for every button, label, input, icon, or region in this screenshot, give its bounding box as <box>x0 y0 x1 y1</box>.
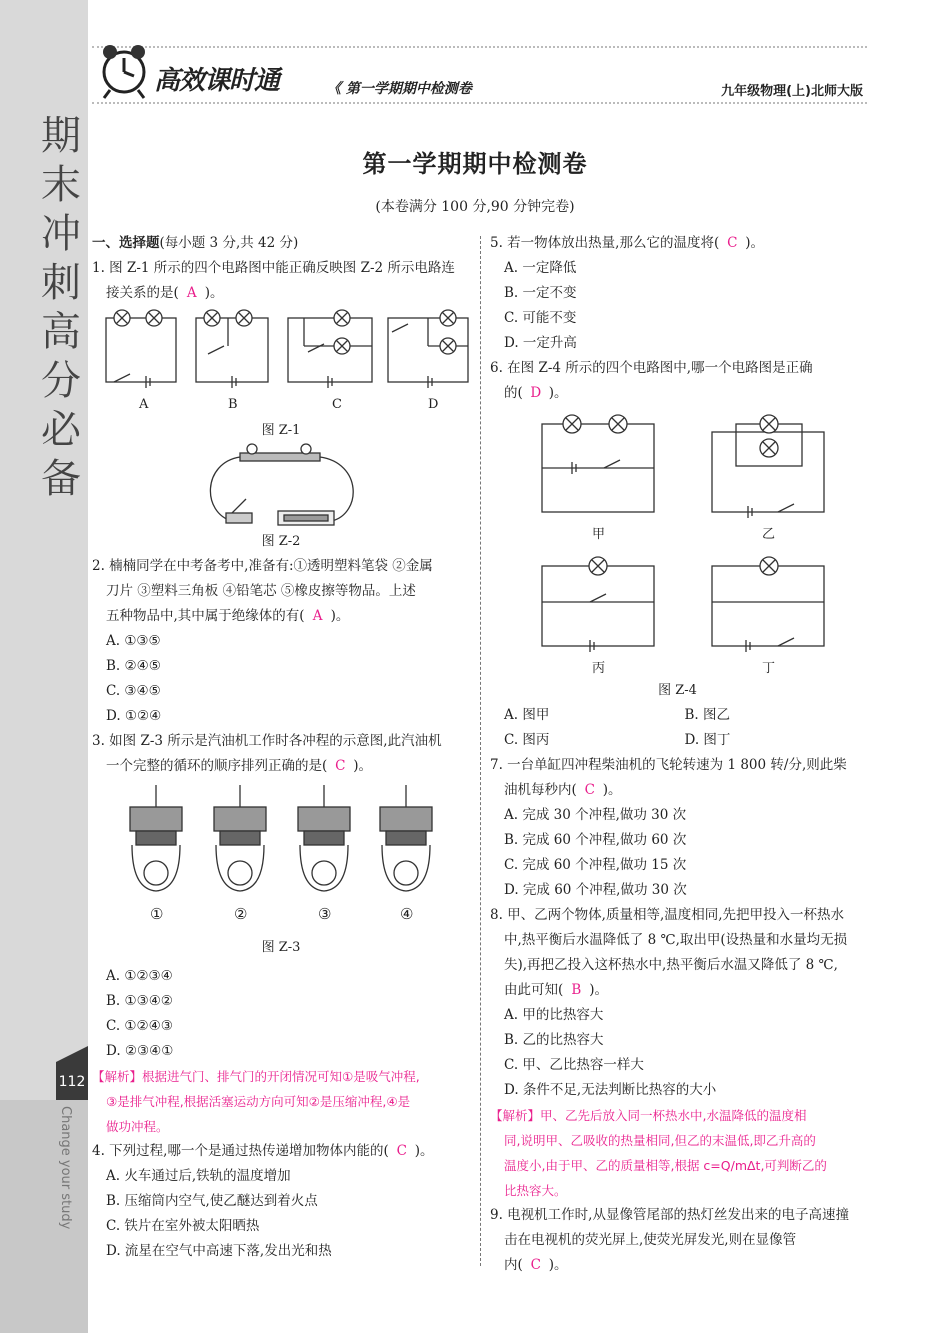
q8-line1: 8. 甲、乙两个物体,质量相等,温度相同,先把甲投入一杯热水 <box>490 907 845 923</box>
q8-line3: 失),再把乙投入这杯热水中,热平衡后水温又降低了 8 ℃, <box>504 957 838 973</box>
q3-analysis-3: 做功冲程。 <box>106 1119 169 1134</box>
q7-line2: 油机每秒内( C )。 <box>490 778 865 803</box>
fig-z4-label-jia: 甲 <box>592 527 606 542</box>
q3-line1: 3. 如图 Z-3 所示是汽油机工作时各冲程的示意图,此汽油机 <box>92 733 442 749</box>
q9-line3: 内( C )。 <box>490 1253 865 1278</box>
sidebar-title: 期末冲刺高分必备 <box>41 113 81 502</box>
fig-z4-label-bing: 丙 <box>592 661 606 676</box>
column-divider <box>480 236 481 1266</box>
engine-stroke-4 <box>380 785 432 891</box>
lamp-icon <box>114 310 130 326</box>
q9-answer: C <box>530 1257 541 1273</box>
q6-option-d: D. 图丁 <box>684 732 731 748</box>
q6-options-row1 <box>490 703 865 728</box>
q2-line2: 刀片 ③塑料三角板 ④铅笔芯 ⑤橡皮擦等物品。上述 <box>106 583 416 599</box>
q5-option-b: B. 一定不变 <box>504 285 577 301</box>
q6-answer: D <box>530 385 542 401</box>
fig-z3-caption: 图 Z-3 <box>261 940 301 955</box>
q7-option-c: C. 完成 60 个冲程,做功 15 次 <box>504 857 687 873</box>
fig-z3-label-3: ③ <box>318 905 332 923</box>
engine-stroke-3 <box>298 785 350 891</box>
figure-z2 <box>92 443 470 529</box>
fig-z1-label-a: A <box>139 397 149 412</box>
header-dots-top <box>92 46 867 48</box>
q2-option-b: B. ②④⑤ <box>106 658 161 674</box>
page-subtitle: (本卷满分 100 分,90 分钟完卷) <box>375 199 575 215</box>
header-grade-label: 九年级物理(上)北师大版 <box>721 84 863 99</box>
q4-option-a: A. 火车通过后,铁轨的温度增加 <box>106 1168 291 1184</box>
q5-line1: 5. 若一物体放出热量,那么它的温度将( C )。 <box>490 231 865 256</box>
q8-option-a: A. 甲的比热容大 <box>504 1007 604 1023</box>
q7-line1: 7. 一台单缸四冲程柴油机的飞轮转速为 1 800 转/分,则此柴 <box>490 757 847 773</box>
q4-line1: 4. 下列过程,哪一个是通过热传递增加物体内能的( C )。 <box>92 1139 470 1164</box>
q3-option-c: C. ①②④③ <box>106 1018 173 1034</box>
q3-answer: C <box>335 758 346 774</box>
figure-z4 <box>490 406 865 678</box>
q1-line2: 接关系的是( A )。 <box>92 281 470 306</box>
q2-line3: 五种物品中,其中属于绝缘体的有( A )。 <box>92 604 470 629</box>
sidebar-slogan: Change your study <box>58 1106 73 1230</box>
q2-option-a: A. ①③⑤ <box>106 633 161 649</box>
section-heading: 一、选择题 <box>92 235 160 251</box>
q6-option-a: A. 图甲 <box>504 707 550 723</box>
section-note: (每小题 3 分,共 42 分) <box>159 235 299 251</box>
engine-stroke-1 <box>130 785 182 891</box>
fig-z1-label-c: C <box>332 397 342 412</box>
q4-option-d: D. 流星在空气中高速下落,发出光和热 <box>106 1243 332 1259</box>
q4-answer: C <box>396 1143 407 1159</box>
q8-line2: 中,热平衡后水温降低了 8 ℃,取出甲(设热量和水量均无损 <box>504 932 848 948</box>
q7-option-a: A. 完成 30 个冲程,做功 30 次 <box>504 807 687 823</box>
left-column <box>92 231 470 1264</box>
q9-line1: 9. 电视机工作时,从显像管尾部的热灯丝发出来的电子高速撞 <box>490 1207 849 1223</box>
q1-line1: 1. 图 Z-1 所示的四个电路图中能正确反映图 Z-2 所示电路连 <box>92 260 455 276</box>
page-number: 112 <box>56 1062 88 1100</box>
fig-z3-label-4: ④ <box>400 905 414 923</box>
engine-stroke-2 <box>214 785 266 891</box>
q8-answer: B <box>571 982 582 998</box>
q3-option-d: D. ②③④① <box>106 1043 174 1059</box>
q8-option-c: C. 甲、乙比热容一样大 <box>504 1057 644 1073</box>
q1-answer: A <box>186 285 197 301</box>
q7-answer: C <box>584 782 595 798</box>
q6-options-row2 <box>490 728 865 753</box>
q2-answer: A <box>312 608 323 624</box>
q8-option-d: D. 条件不足,无法判断比热容的大小 <box>504 1082 717 1098</box>
q7-option-d: D. 完成 60 个冲程,做功 30 次 <box>504 882 687 898</box>
fig-z2-caption: 图 Z-2 <box>261 534 301 549</box>
q2-option-d: D. ①②④ <box>106 708 162 724</box>
q3-line2: 一个完整的循环的顺序排列正确的是( C )。 <box>92 754 470 779</box>
q5-option-d: D. 一定升高 <box>504 335 577 351</box>
page-title: 第一学期期中检测卷 <box>362 149 588 178</box>
q2-option-c: C. ③④⑤ <box>106 683 161 699</box>
header <box>92 38 867 104</box>
logo-text: 高效课时通 <box>154 66 280 96</box>
q8-option-b: B. 乙的比热容大 <box>504 1032 604 1048</box>
header-exam-label: 《 第一学期期中检测卷 <box>327 81 472 97</box>
q8-analysis-3: 温度小,由于甲、乙的质量相等,根据 c=Q/mΔt,可判断乙的 <box>504 1158 827 1173</box>
q8-analysis-1: 【解析】甲、乙先后放入同一杯热水中,水温降低的温度相 <box>490 1108 807 1123</box>
fig-z4-label-yi: 乙 <box>762 527 776 542</box>
q3-analysis-1: 【解析】根据进气门、排气门的开闭情况可知①是吸气冲程, <box>92 1069 420 1084</box>
fig-z1-caption: 图 Z-1 <box>261 423 301 438</box>
q8-analysis-4: 比热容大。 <box>504 1183 567 1198</box>
q4-option-b: B. 压缩筒内空气,使乙醚达到着火点 <box>106 1193 318 1209</box>
fig-z4-caption: 图 Z-4 <box>658 683 697 698</box>
q3-option-a: A. ①②③④ <box>106 968 173 984</box>
right-column <box>490 231 865 1278</box>
fig-z3-label-2: ② <box>234 905 248 923</box>
q4-option-c: C. 铁片在室外被太阳晒热 <box>106 1218 260 1234</box>
figure-z3 <box>92 779 470 929</box>
fig-z1-label-d: D <box>428 397 439 412</box>
q8-analysis-2: 同,说明甲、乙吸收的热量相同,但乙的末温低,即乙升高的 <box>504 1133 816 1148</box>
q5-option-c: C. 可能不变 <box>504 310 577 326</box>
q3-option-b: B. ①③④② <box>106 993 173 1009</box>
q5-option-a: A. 一定降低 <box>504 260 577 276</box>
fig-z3-label-1: ① <box>150 905 164 923</box>
lamp-icon <box>146 310 162 326</box>
q6-line2: 的( D )。 <box>490 381 865 406</box>
sidebar-band <box>0 1100 88 1333</box>
header-dots-bottom <box>92 102 867 104</box>
fig-z1-label-b: B <box>228 397 238 412</box>
q3-analysis-2: ③是排气冲程,根据活塞运动方向可知②是压缩冲程,④是 <box>106 1094 411 1109</box>
q7-option-b: B. 完成 60 个冲程,做功 60 次 <box>504 832 687 848</box>
q2-line1: 2. 楠楠同学在中考备考中,准备有:①透明塑料笔袋 ②金属 <box>92 558 433 574</box>
q8-line4: 由此可知( B )。 <box>490 978 865 1003</box>
q9-line2: 击在电视机的荧光屏上,使荧光屏发光,则在显像管 <box>504 1232 797 1248</box>
q6-option-b: B. 图乙 <box>684 707 731 723</box>
figure-z1 <box>92 306 470 418</box>
fig-z4-label-ding: 丁 <box>762 661 776 676</box>
q5-answer: C <box>727 235 738 251</box>
clock-logo-icon <box>96 40 152 100</box>
q6-line1: 6. 在图 Z-4 所示的四个电路图中,哪一个电路图是正确 <box>490 360 813 376</box>
q6-option-c: C. 图丙 <box>504 732 550 748</box>
